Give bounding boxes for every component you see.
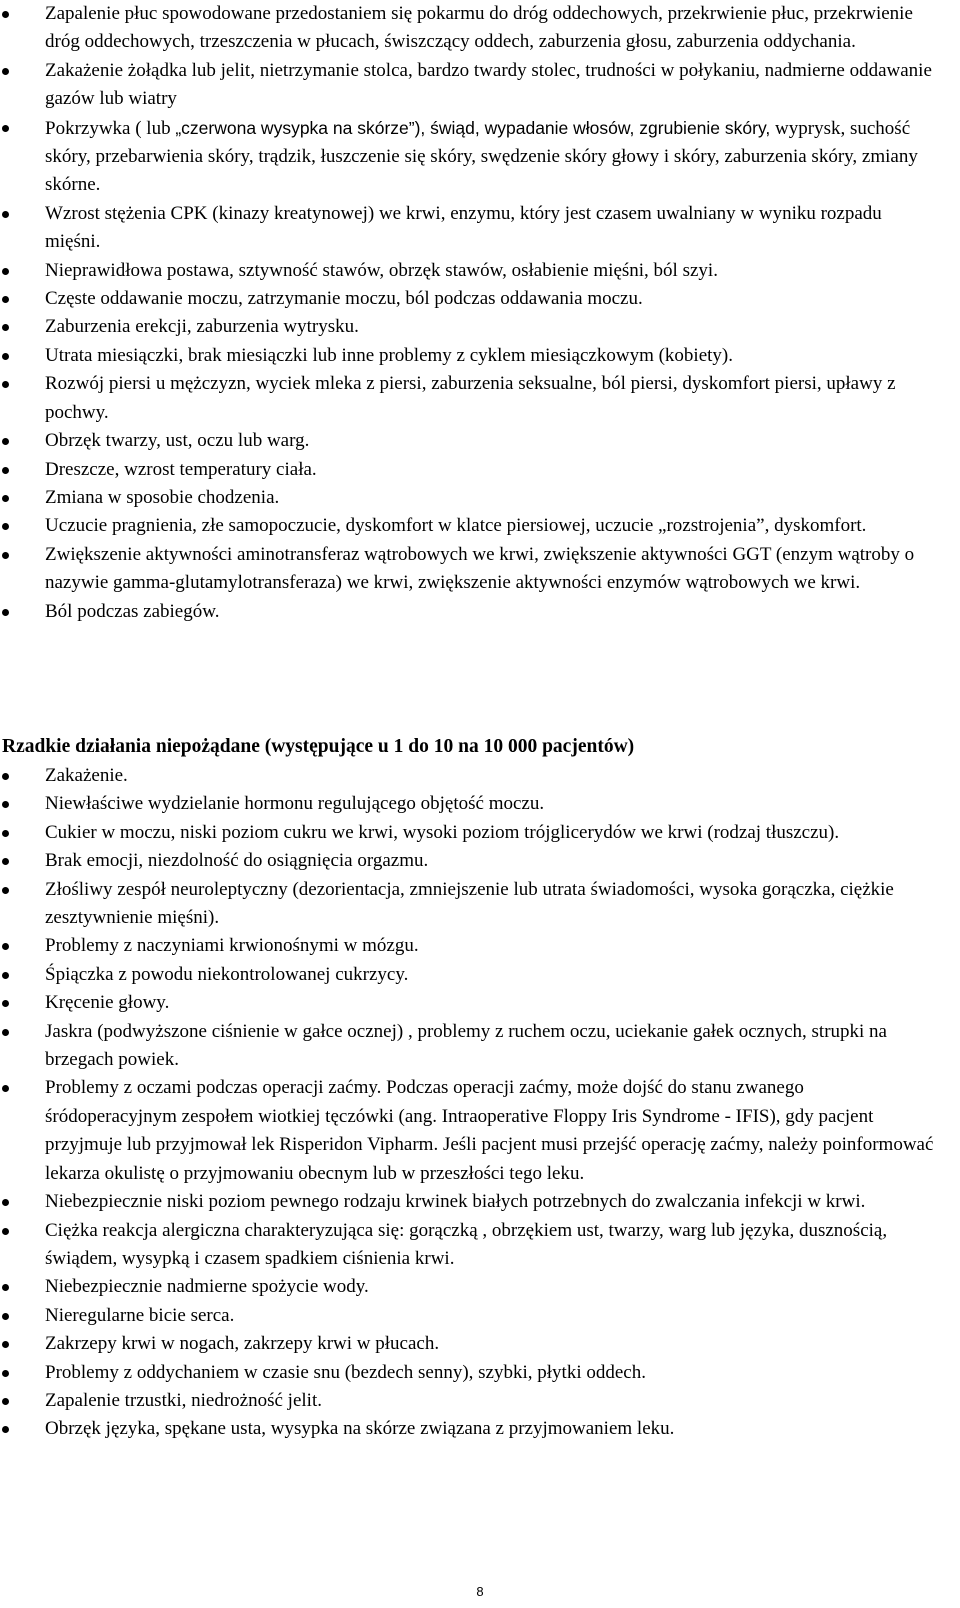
list-item-text: Ból podczas zabiegów. — [45, 600, 220, 622]
list-item-text: Dreszcze, wzrost temperatury ciała. — [45, 458, 317, 480]
list-item-text: Pokrzywka ( lub — [45, 117, 176, 139]
page-number: 8 — [476, 1584, 484, 1599]
bullet-icon — [2, 125, 9, 132]
list-item — [0, 456, 940, 484]
list-item — [0, 200, 940, 257]
list-item-text: Zakażenie żołądka lub jelit, nietrzymanie stolca, bardzo twardy stolec, trudności w połykaniu, nadmierne oddawanie gazów lub wiatry — [45, 59, 932, 110]
list-item-text: Brak emocji, niezdolność do osiągnięcia orgazmu. — [45, 850, 429, 872]
list-item — [0, 541, 940, 598]
list-item-text: Wzrost stężenia CPK (kinazy kreatynowej) we krwi, enzymu, który jest czasem uwalniany w wyniku rozpadu mięśni. — [45, 202, 882, 253]
bullet-icon — [2, 1398, 9, 1405]
list-item-text: Cukier w moczu, niski poziom cukru we krwi, wysoki poziom trójglicerydów we krwi (rodzaj tłuszczu). — [45, 821, 840, 843]
list-item-text: Uczucie pragnienia, złe samopoczucie, dyskomfort w klatce piersiowej, uczucie „rozstrojenia”, dyskomfort. — [45, 515, 867, 537]
list-item-text: Problemy z oddychaniem w czasie snu (bezdech senny), szybki, płytki oddech. — [45, 1361, 646, 1383]
bullet-icon — [2, 1284, 9, 1291]
bullet-icon — [2, 858, 9, 865]
list-item — [0, 1188, 940, 1216]
list-item — [0, 1217, 940, 1274]
bullet-icon — [2, 68, 9, 75]
list-item — [0, 1359, 940, 1387]
bullet-icon — [2, 324, 9, 331]
list-item-text: Zakrzepy krwi w nogach, zakrzepy krwi w płucach. — [45, 1333, 440, 1355]
bullet-icon — [2, 296, 9, 303]
list-item — [0, 0, 940, 57]
bullet-icon — [2, 211, 9, 218]
bullet-icon — [2, 801, 9, 808]
bullet-icon — [2, 381, 9, 388]
list-item-text: Ciężka reakcja alergiczna charakteryzująca się: gorączką , obrzękiem ust, twarzy, warg lub języka, dusznością, świądem, wysypką i czasem spadkiem ciśnienia krwi. — [45, 1219, 888, 1269]
bullet-icon — [2, 353, 9, 360]
list-item — [0, 370, 940, 427]
list-item-text: Złośliwy zespół neuroleptyczny (dezorientacja, zmniejszenie lub utrata świadomości, wysoka gorączka, ciężkie zesztywnienie mięśni). — [45, 878, 894, 929]
bullet-icon — [2, 1000, 9, 1007]
list-item — [0, 484, 940, 512]
list-item-text: wyprysk, suchość skóry, przebarwienia skóry, trądzik, łuszczenie się skóry, swędzenie skóry głowy i skóry, zaburzenia skóry, zmiany skórne. — [45, 117, 918, 196]
bullet-icon — [2, 1426, 9, 1433]
list-item-text: Obrzęk twarzy, ust, oczu lub warg. — [45, 430, 310, 452]
list-item — [0, 932, 940, 960]
list-item-text: Obrzęk języka, spękane usta, wysypka na skórze związana z przyjmowaniem leku. — [45, 1418, 675, 1440]
bullet-icon — [2, 1199, 9, 1206]
list-item — [0, 1302, 940, 1330]
bullet-icon — [2, 523, 9, 530]
side-effects-list-rare — [0, 762, 940, 1444]
list-item — [0, 342, 940, 370]
list-item — [0, 57, 940, 114]
list-item — [0, 598, 940, 626]
list-item-text: Utrata miesiączki, brak miesiączki lub inne problemy z cyklem miesiączkowym (kobiety). — [45, 344, 733, 366]
bullet-icon — [2, 1228, 9, 1235]
bullet-icon — [2, 972, 9, 979]
list-item — [0, 1415, 940, 1443]
list-item-text: Niewłaściwe wydzielanie hormonu regulującego objętość moczu. — [45, 793, 545, 815]
list-item — [0, 313, 940, 341]
list-item — [0, 1018, 940, 1075]
list-item — [0, 1273, 940, 1301]
list-item-text: Problemy z oczami podczas operacji zaćmy. Podczas operacji zaćmy, może dojść do stanu zwanego śródoperacyjnym zespołem wiotkiej tęczówki (ang. Intraoperative Floppy Iris Syndrome - IFIS), gdy pacjent przyjmuje lub przyjmował lek Risperidon Vipharm. Jeśli pacjent musi przejść operację zaćmy, należy poinformować lekarza okulistę o przyjmowaniu obecnym lub w przeszłości tego leku. — [45, 1077, 934, 1184]
list-item — [0, 257, 940, 285]
list-item — [0, 876, 940, 933]
bullet-icon — [2, 438, 9, 445]
bullet-icon — [2, 467, 9, 474]
list-item-text: Zakażenie. — [45, 765, 128, 786]
bullet-icon — [2, 268, 9, 275]
bullet-icon — [2, 1313, 9, 1320]
list-item-text: „czerwona wysypka na skórze”), świąd, wypadanie włosów, zgrubienie skóry, — [175, 117, 771, 138]
list-item — [0, 847, 940, 875]
side-effects-list-common — [0, 0, 940, 626]
list-item-text: Jaskra (podwyższone ciśnienie w gałce ocznej) , problemy z ruchem oczu, uciekanie gałek ocznych, strupki na brzegach powiek. — [45, 1020, 887, 1071]
list-item-text: Niebezpiecznie nadmierne spożycie wody. — [45, 1276, 369, 1298]
bullet-icon — [2, 830, 9, 837]
section-heading-rare-side-effects: Rzadkie działania niepożądane (występujące u 1 do 10 na 10 000 pacjentów) — [2, 736, 635, 757]
list-item-text: Nieprawidłowa postawa, sztywność stawów, obrzęk stawów, osłabienie mięśni, ból szyi. — [45, 259, 718, 281]
list-item-text: Zapalenie płuc spowodowane przedostaniem się pokarmu do dróg oddechowych, przekrwienie płuc, przekrwienie dróg oddechowych, trzeszczenia w płucach, świszczący oddech, zaburzenia głosu, zaburzenia oddychania. — [45, 3, 913, 53]
list-item-text: Zapalenie trzustki, niedrożność jelit. — [45, 1389, 322, 1411]
list-item-text: Nieregularne bicie serca. — [45, 1304, 235, 1326]
list-item — [0, 790, 940, 818]
list-item-text: Zmiana w sposobie chodzenia. — [45, 486, 280, 508]
bullet-icon — [2, 1085, 9, 1092]
list-item — [0, 114, 940, 200]
bullet-icon — [2, 495, 9, 502]
list-item — [0, 819, 940, 847]
list-item — [0, 512, 940, 540]
list-item — [0, 1387, 940, 1415]
bullet-icon — [2, 1029, 9, 1036]
bullet-icon — [2, 887, 9, 894]
list-item — [0, 1074, 940, 1188]
list-item-text: Rozwój piersi u mężczyzn, wyciek mleka z piersi, zaburzenia seksualne, ból piersi, dyskomfort piersi, upławy z pochwy. — [45, 373, 896, 423]
list-item — [0, 762, 940, 790]
list-item-text: Problemy z naczyniami krwionośnymi w mózgu. — [45, 935, 419, 957]
list-item-text: Śpiączka z powodu niekontrolowanej cukrzycy. — [45, 963, 409, 985]
list-item — [0, 285, 940, 313]
bullet-icon — [2, 773, 9, 780]
bullet-icon — [2, 609, 9, 616]
bullet-icon — [2, 1370, 9, 1377]
list-item-text: Niebezpiecznie niski poziom pewnego rodzaju krwinek białych potrzebnych do zwalczania infekcji w krwi. — [45, 1191, 866, 1213]
list-item — [0, 427, 940, 455]
bullet-icon — [2, 1341, 9, 1348]
list-item — [0, 1330, 940, 1358]
bullet-icon — [2, 552, 9, 559]
list-item — [0, 961, 940, 989]
list-item — [0, 989, 940, 1017]
list-item-text: Zaburzenia erekcji, zaburzenia wytrysku. — [45, 316, 359, 338]
bullet-icon — [2, 11, 9, 18]
list-item-text: Kręcenie głowy. — [45, 992, 170, 1014]
bullet-icon — [2, 943, 9, 950]
list-item-text: Zwiększenie aktywności aminotransferaz wątrobowych we krwi, zwiększenie aktywności GGT (enzym wątroby o nazywie gamma-glutamylotransferaza) we krwi, zwiększenie aktywności enzymów wątrobowych we krwi. — [45, 543, 915, 594]
list-item-text: Częste oddawanie moczu, zatrzymanie moczu, ból podczas oddawania moczu. — [45, 288, 643, 310]
